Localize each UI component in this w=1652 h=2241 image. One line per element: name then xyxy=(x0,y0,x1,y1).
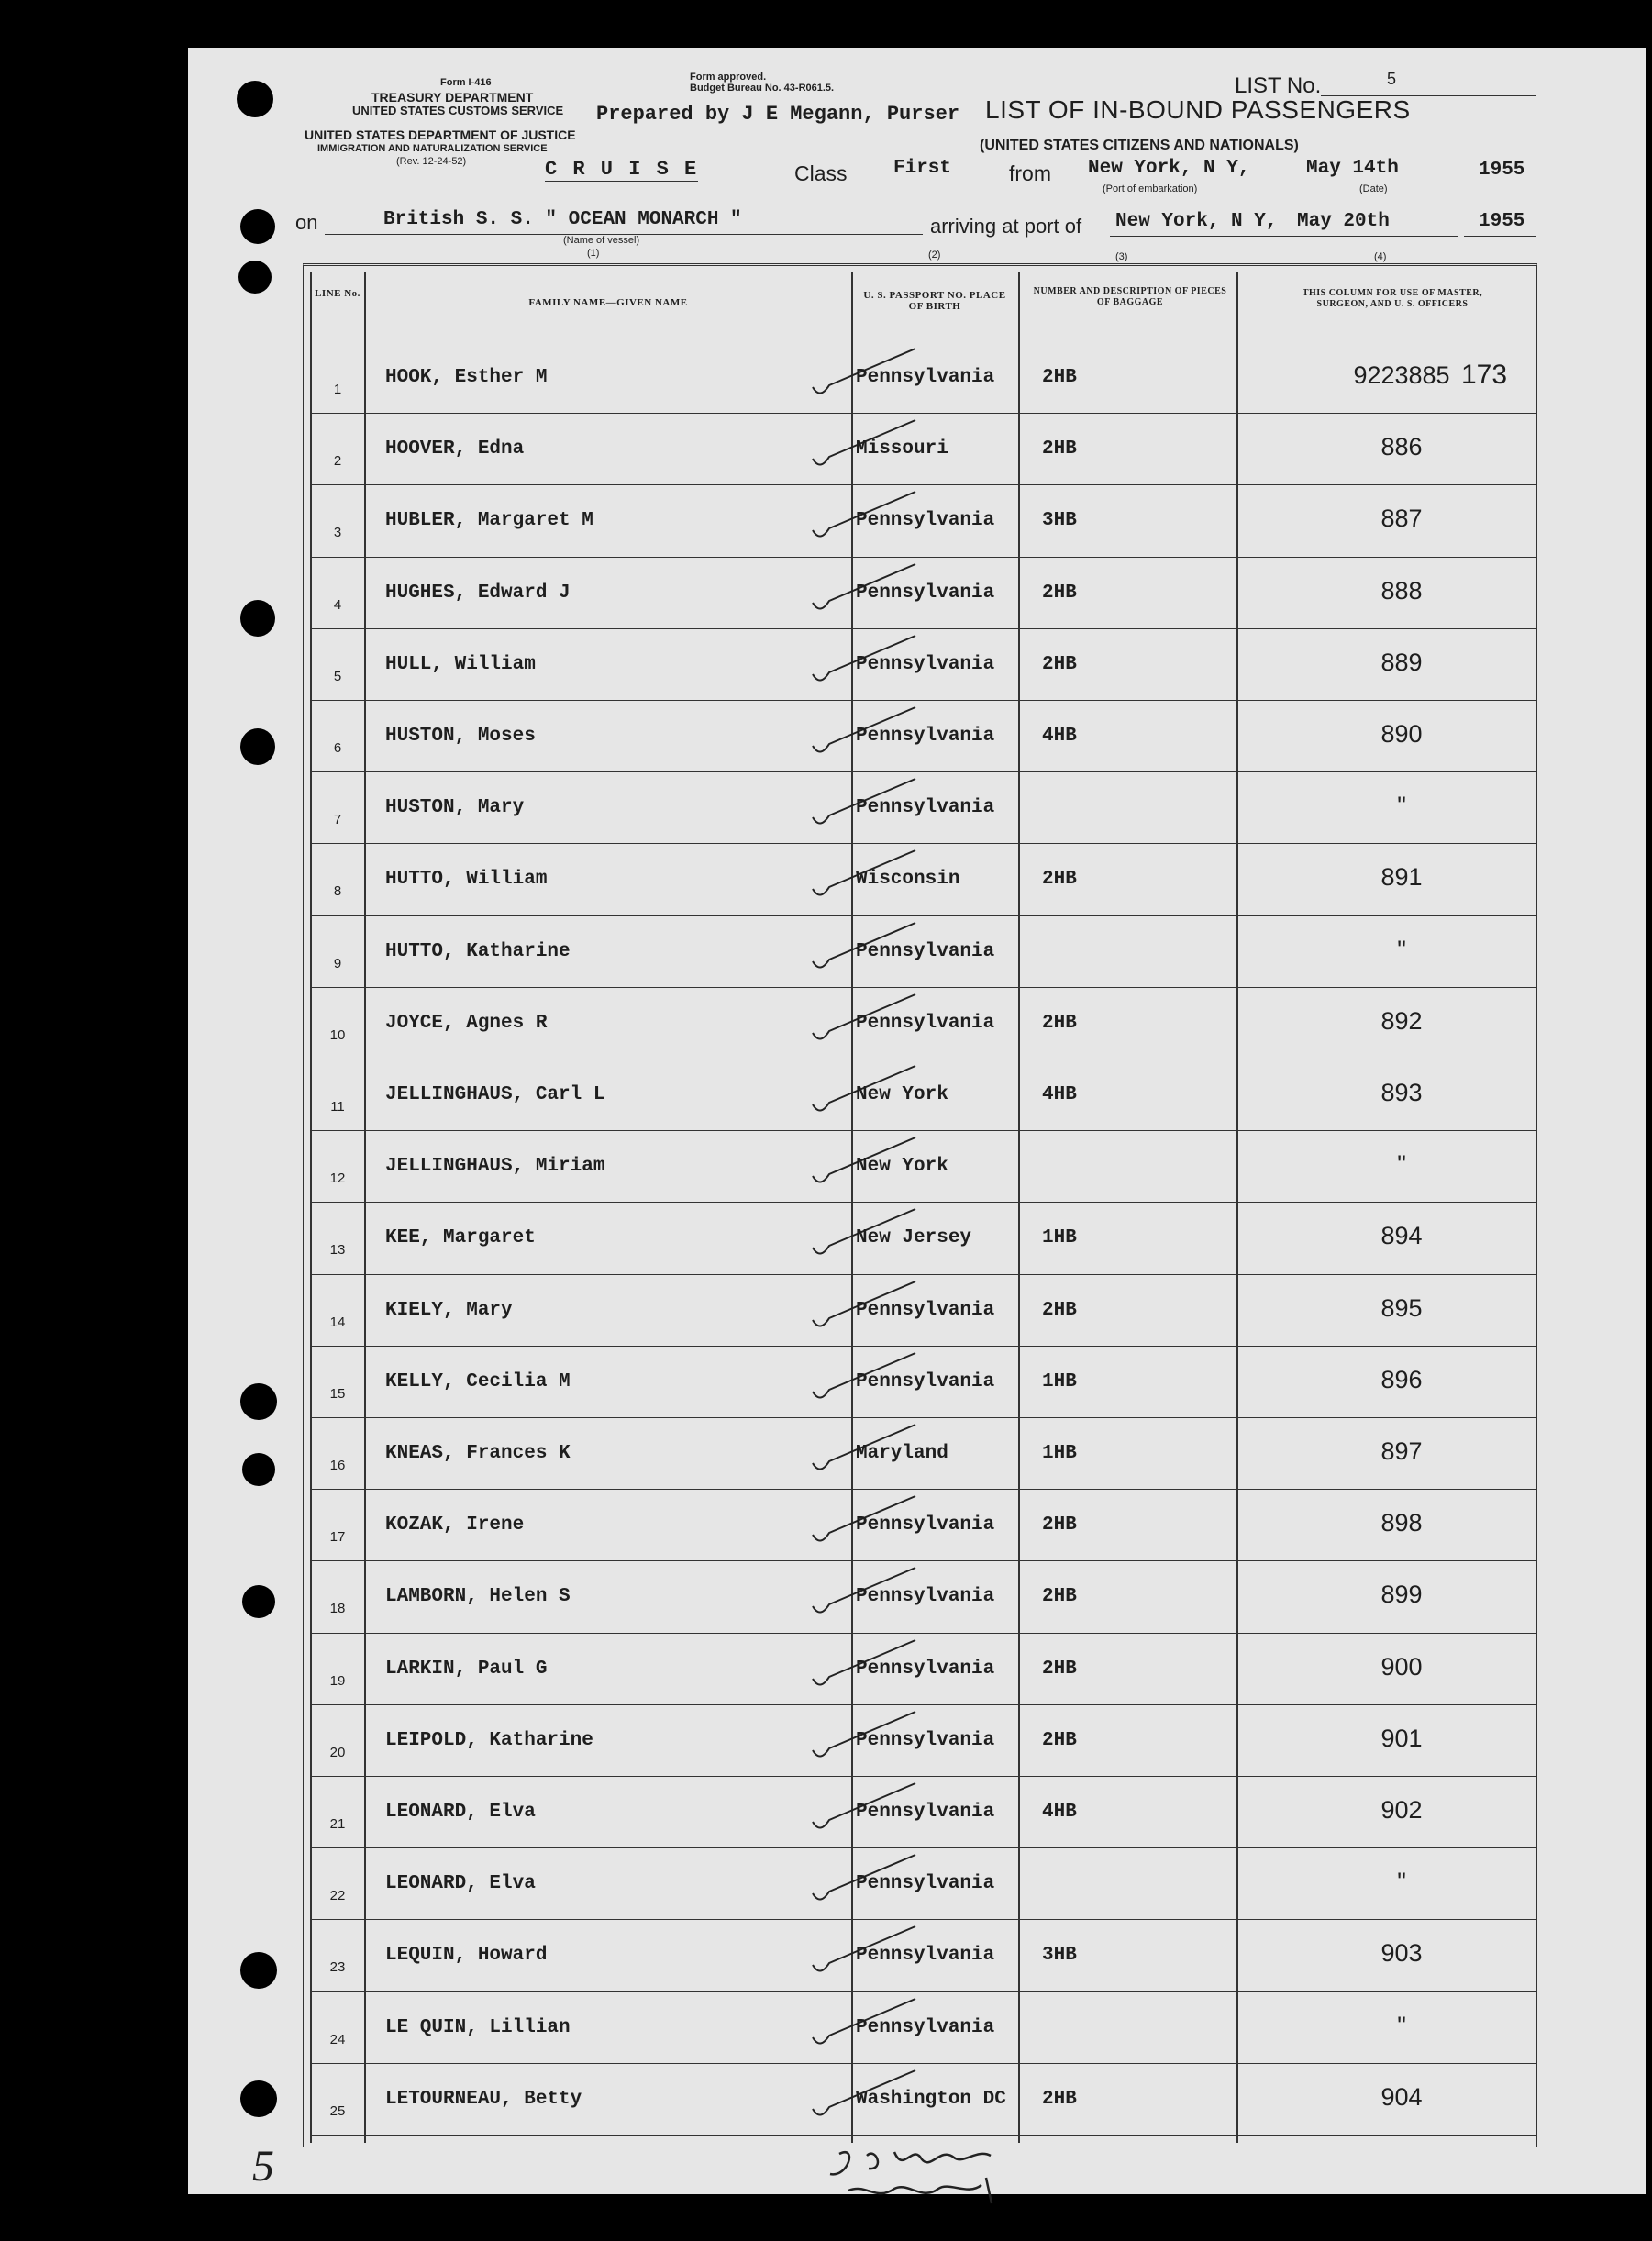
embarkation-year: 1955 xyxy=(1479,160,1525,181)
column-number-4: (4) xyxy=(1374,251,1387,262)
passenger-name: HUTTO, Katharine xyxy=(385,940,571,962)
table-row xyxy=(310,700,1536,772)
birth-place: Missouri xyxy=(856,438,948,460)
passenger-name: HUSTON, Mary xyxy=(385,797,525,819)
passenger-name: LETOURNEAU, Betty xyxy=(385,2088,582,2110)
table-row xyxy=(310,2063,1536,2136)
vessel-name: British S. S. " OCEAN MONARCH " xyxy=(383,209,742,230)
cruise-label: C R U I S E xyxy=(545,158,699,181)
table-row xyxy=(310,628,1536,701)
baggage-count: 2HB xyxy=(1042,1514,1077,1537)
birth-place: Pennsylvania xyxy=(856,653,995,675)
table-row xyxy=(310,1704,1536,1777)
officer-number: 894 xyxy=(1380,1222,1423,1250)
line-number: 8 xyxy=(333,883,342,900)
passenger-name: KOZAK, Irene xyxy=(385,1514,525,1537)
officer-number: 900 xyxy=(1380,1652,1423,1681)
birth-place: Pennsylvania xyxy=(856,2016,995,2038)
passenger-name: LEQUIN, Howard xyxy=(385,1945,548,1967)
on-label: on xyxy=(295,211,318,234)
birth-place: Pennsylvania xyxy=(856,1873,995,1895)
arrival-year-line xyxy=(1464,235,1536,237)
embarkation-year-line xyxy=(1464,182,1536,183)
officer-number: 904 xyxy=(1380,2082,1423,2111)
officer-number: 887 xyxy=(1380,505,1423,533)
baggage-count: 2HB xyxy=(1042,2088,1077,2110)
passenger-name: HUGHES, Edward J xyxy=(385,582,571,604)
table-row xyxy=(310,1202,1536,1274)
birth-place: Pennsylvania xyxy=(856,940,995,962)
line-number: 9 xyxy=(333,955,342,971)
table-row xyxy=(310,1489,1536,1561)
list-no-value: 5 xyxy=(1387,70,1397,88)
birth-place: Washington DC xyxy=(856,2088,1006,2110)
column-number-2: (2) xyxy=(928,250,941,261)
officer-number: " xyxy=(1397,1868,1406,1896)
margin-note: 5 xyxy=(252,2142,274,2191)
document-title: LIST OF IN-BOUND PASSENGERS xyxy=(985,95,1411,124)
passenger-name: KELLY, Cecilia M xyxy=(385,1370,571,1392)
passenger-name: LEONARD, Elva xyxy=(385,1802,536,1823)
baggage-count: 3HB xyxy=(1042,1945,1077,1967)
line-number: 2 xyxy=(333,453,342,470)
baggage-count: 3HB xyxy=(1042,510,1077,532)
passenger-name: HOOVER, Edna xyxy=(385,438,525,460)
table-header-bottom xyxy=(310,338,1536,339)
line-number: 25 xyxy=(329,2102,346,2119)
baggage-count: 2HB xyxy=(1042,1729,1077,1751)
birth-place: Pennsylvania xyxy=(856,1586,995,1608)
line-number: 15 xyxy=(329,1385,346,1402)
prepared-by: Prepared by J E Megann, Purser xyxy=(596,103,960,126)
binder-hole xyxy=(240,209,275,244)
baggage-count: 2HB xyxy=(1042,1299,1077,1321)
class-label: Class xyxy=(794,161,848,185)
binder-hole xyxy=(237,81,273,117)
baggage-count: 1HB xyxy=(1042,1227,1077,1249)
table-row xyxy=(310,1991,1536,2064)
binder-hole xyxy=(240,1383,277,1420)
budget-bureau: Budget Bureau No. 43-R061.5. xyxy=(690,83,835,94)
table-row xyxy=(310,1776,1536,1848)
line-number: 3 xyxy=(333,525,342,541)
baggage-count: 4HB xyxy=(1042,1802,1077,1823)
passenger-name: KNEAS, Frances K xyxy=(385,1443,571,1464)
officer-number: 897 xyxy=(1380,1437,1423,1465)
table-row xyxy=(310,1346,1536,1418)
department-treasury: TREASURY DEPARTMENT xyxy=(371,90,534,105)
document-subtitle: (UNITED STATES CITIZENS AND NATIONALS) xyxy=(980,138,1299,153)
birth-place: Pennsylvania xyxy=(856,1012,995,1034)
passenger-name: LEONARD, Elva xyxy=(385,1873,536,1895)
table-row xyxy=(310,843,1536,915)
binder-hole xyxy=(242,1453,275,1486)
line-number: 10 xyxy=(329,1026,346,1043)
department-justice: UNITED STATES DEPARTMENT OF JUSTICE xyxy=(305,128,576,142)
arrival-year: 1955 xyxy=(1479,211,1525,232)
baggage-count: 4HB xyxy=(1042,1084,1077,1105)
baggage-count: 2HB xyxy=(1042,582,1077,604)
class-line xyxy=(851,182,1007,183)
line-number: 24 xyxy=(329,2031,346,2047)
table-row xyxy=(310,1417,1536,1490)
passenger-name: HULL, William xyxy=(385,653,536,675)
line-number: 12 xyxy=(329,1170,346,1187)
officer-number: " xyxy=(1397,1150,1406,1179)
embarkation-date: May 14th xyxy=(1306,158,1399,179)
passenger-name: JOYCE, Agnes R xyxy=(385,1012,548,1034)
birth-place: Pennsylvania xyxy=(856,1370,995,1392)
baggage-count: 2HB xyxy=(1042,1658,1077,1680)
line-number: 4 xyxy=(333,596,342,613)
table-row xyxy=(310,915,1536,988)
birth-place: Pennsylvania xyxy=(856,1299,995,1321)
arriving-label: arriving at port of xyxy=(930,215,1082,238)
officer-number: 901 xyxy=(1380,1724,1423,1752)
officer-number: 899 xyxy=(1380,1581,1423,1609)
table-row xyxy=(310,484,1536,557)
line-number: 11 xyxy=(330,1099,345,1115)
birth-place: Wisconsin xyxy=(856,869,960,891)
binder-hole xyxy=(240,2080,277,2117)
table-header-rule xyxy=(310,272,1536,273)
table-row xyxy=(310,1274,1536,1347)
binder-hole xyxy=(240,728,275,765)
vessel-caption: (Name of vessel) xyxy=(563,235,640,246)
officer-number: 893 xyxy=(1380,1079,1423,1106)
baggage-count: 1HB xyxy=(1042,1443,1077,1464)
birth-place: Pennsylvania xyxy=(856,797,995,819)
line-number: 16 xyxy=(329,1458,346,1473)
baggage-count: 2HB xyxy=(1042,1586,1077,1608)
header-passport: U. S. PASSPORT NO. PLACE OF BIRTH xyxy=(863,290,1006,312)
table-row xyxy=(310,557,1536,629)
baggage-count: 2HB xyxy=(1042,438,1077,460)
embarkation-port: New York, N Y, xyxy=(1088,158,1250,179)
birth-place: Pennsylvania xyxy=(856,510,995,532)
line-number: 1 xyxy=(333,382,342,397)
table-row xyxy=(310,413,1536,485)
inspector-signature xyxy=(821,2137,1023,2211)
passenger-name: KEE, Margaret xyxy=(385,1227,536,1249)
header-officers: THIS COLUMN FOR USE OF MASTER, SURGEON, AND U. S. OFFICERS xyxy=(1302,288,1483,309)
arrival-line xyxy=(1110,235,1458,237)
arrival-port: New York, N Y, xyxy=(1115,211,1278,232)
form-approved: Form approved. xyxy=(690,72,767,83)
line-number: 7 xyxy=(333,812,342,828)
line-number: 21 xyxy=(329,1816,346,1832)
officer-number: 890 xyxy=(1380,720,1423,748)
table-row xyxy=(310,341,1536,414)
table-row xyxy=(310,1560,1536,1633)
line-number: 13 xyxy=(329,1242,346,1259)
signature-scribble xyxy=(821,2137,1023,2211)
header-name: FAMILY NAME—GIVEN NAME xyxy=(528,297,688,308)
officer-number: 895 xyxy=(1380,1293,1423,1322)
table-row xyxy=(310,771,1536,844)
passenger-name: KIELY, Mary xyxy=(385,1299,513,1321)
department-immigration: IMMIGRATION AND NATURALIZATION SERVICE xyxy=(317,143,548,154)
table-row xyxy=(310,1633,1536,1705)
baggage-count: 4HB xyxy=(1042,726,1077,747)
binder-hole xyxy=(240,600,275,637)
officer-number: 903 xyxy=(1380,1939,1423,1968)
line-number: 14 xyxy=(329,1314,346,1330)
binder-hole xyxy=(242,1585,275,1618)
officer-extra-number: 173 xyxy=(1460,360,1508,390)
list-no-label: LIST No. xyxy=(1235,73,1322,98)
officer-number: 9223885 xyxy=(1353,361,1450,389)
line-number: 22 xyxy=(329,1888,346,1904)
line-number: 19 xyxy=(329,1672,346,1689)
class-value: First xyxy=(893,158,952,179)
line-number: 18 xyxy=(329,1601,346,1617)
passenger-name: HOOK, Esther M xyxy=(385,367,548,388)
officer-number: 886 xyxy=(1380,433,1423,461)
binder-hole xyxy=(240,1952,277,1989)
arrival-date: May 20th xyxy=(1297,211,1390,232)
line-number: 23 xyxy=(329,1959,346,1976)
table-row xyxy=(310,1919,1536,1991)
birth-place: New York xyxy=(856,1084,948,1105)
birth-place: Pennsylvania xyxy=(856,582,995,604)
embarkation-date-caption: (Date) xyxy=(1359,183,1388,194)
passenger-name: HUSTON, Moses xyxy=(385,726,536,747)
baggage-count: 2HB xyxy=(1042,653,1077,675)
table-row xyxy=(310,1847,1536,1920)
baggage-count: 2HB xyxy=(1042,869,1077,891)
birth-place: Pennsylvania xyxy=(856,367,995,388)
binder-hole xyxy=(238,261,272,294)
passenger-name: HUTTO, William xyxy=(385,869,548,891)
column-number-1: (1) xyxy=(587,248,600,259)
table-row xyxy=(310,1059,1536,1131)
officer-number: 902 xyxy=(1380,1796,1423,1824)
officer-number: 891 xyxy=(1380,863,1423,892)
from-label: from xyxy=(1009,161,1051,185)
baggage-count: 2HB xyxy=(1042,367,1077,388)
birth-place: New York xyxy=(856,1156,948,1178)
embarkation-caption: (Port of embarkation) xyxy=(1103,183,1198,194)
line-number: 17 xyxy=(329,1529,346,1546)
header-baggage: NUMBER AND DESCRIPTION OF PIECES OF BAGGAGE xyxy=(1033,286,1227,307)
form-number: Form I-416 xyxy=(440,77,492,88)
table-row xyxy=(310,1130,1536,1203)
birth-place: Pennsylvania xyxy=(856,1729,995,1751)
line-number: 20 xyxy=(329,1744,346,1760)
passenger-name: LARKIN, Paul G xyxy=(385,1658,548,1680)
passenger-name: LAMBORN, Helen S xyxy=(385,1586,571,1608)
officer-number: " xyxy=(1397,792,1406,820)
birth-place: New Jersey xyxy=(856,1227,972,1249)
table-row xyxy=(310,987,1536,1059)
passenger-name: LEIPOLD, Katharine xyxy=(385,1729,593,1751)
department-customs: UNITED STATES CUSTOMS SERVICE xyxy=(352,104,564,117)
passenger-name: JELLINGHAUS, Carl L xyxy=(385,1084,605,1105)
birth-place: Pennsylvania xyxy=(856,1658,995,1680)
passenger-name: HUBLER, Margaret M xyxy=(385,510,593,532)
birth-place: Pennsylvania xyxy=(856,1945,995,1967)
passenger-name: LE QUIN, Lillian xyxy=(385,2016,571,2038)
officer-number: 896 xyxy=(1380,1365,1423,1393)
birth-place: Pennsylvania xyxy=(856,726,995,747)
officer-number: " xyxy=(1397,2011,1406,2039)
officer-number: " xyxy=(1397,935,1406,963)
line-number: 6 xyxy=(333,740,342,756)
header-line-no: LINE No. xyxy=(315,288,360,299)
officer-number: 898 xyxy=(1380,1509,1423,1537)
officer-number: 889 xyxy=(1380,648,1423,676)
officer-number: 892 xyxy=(1380,1006,1423,1035)
birth-place: Pennsylvania xyxy=(856,1802,995,1823)
birth-place: Pennsylvania xyxy=(856,1514,995,1537)
baggage-count: 1HB xyxy=(1042,1370,1077,1392)
officer-number: 888 xyxy=(1380,576,1423,605)
baggage-count: 2HB xyxy=(1042,1012,1077,1034)
column-number-3: (3) xyxy=(1115,251,1128,262)
passenger-name: JELLINGHAUS, Miriam xyxy=(385,1156,605,1178)
line-number: 5 xyxy=(333,668,342,684)
form-revision: (Rev. 12-24-52) xyxy=(396,156,467,167)
birth-place: Maryland xyxy=(856,1443,948,1464)
